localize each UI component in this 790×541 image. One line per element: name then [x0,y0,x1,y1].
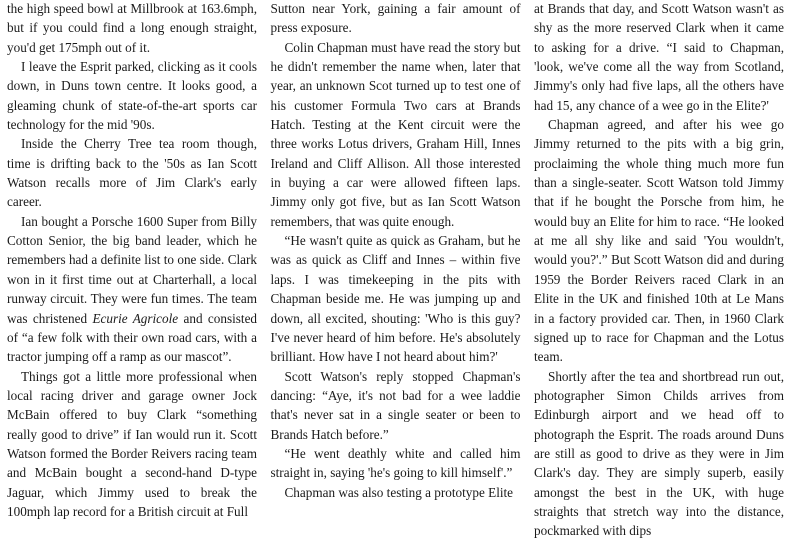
article-column-2 [270,0,521,500]
paragraph: I leave the Esprit parked, clicking as it cools down, in Duns town centre. It looks good, a gleaming chunk of state-of-the-art sports car technology for the mid '90s. [7,59,257,133]
paragraph: Inside the Cherry Tree tea room though, time is drifting back to the '50s as Ian Scott Watson recalls more of Jim Clark's early career. [7,136,257,210]
paragraph: Scott Watson's reply stopped Chapman's dancing: “Aye, it's not bad for a wee laddie that's never sat in a single seater or been to Brands Hatch before.” [270,368,521,442]
paragraph: Colin Chapman must have read the story but he didn't remember the name when, later that year, an unknown Scot turned up to test one of his customer Formula Two cars at Brands Hatch. Testing at the Kent circuit were the three works Lotus drivers, Graham Hill, Innes Ireland and Cliff Allison. All those interested in buying a car were allowed fifteen laps. Jimmy only got five, but as Ian Scott Watson remembers, that was quite enough. [270,39,521,229]
paragraph [7,212,257,367]
paragraph: the high speed bowl at Millbrook at 163.6mph, but if you could find a long enough straight, you'd get 175mph out of it. [7,1,257,55]
text-run: and consisted of “a few folk with their own road cars, with a tractor jumping off a ramp as our mascot”. [7,310,258,365]
team-name-italic: Ecurie Agricole [92,310,179,326]
paragraph: Things got a little more professional when local racing driver and garage owner Jock McBain offered to buy Clark “something really good to drive” if Ian would run it. Scott Watson formed the Border Reivers racing team and McBain bought a second-hand D-type Jaguar, which Jimmy used to break the 100mph lap record for a British circuit at Full [7,368,257,519]
paragraph: Sutton near York, gaining a fair amount of press exposure. [270,1,521,36]
paragraph: at Brands that day, and Scott Watson wasn't as shy as the more reserved Clark when it came to asking for a drive. “I said to Chapman, 'look, we've come all the way from Scotland, Jimmy's only had five laps, all the others have had 15, any chance of a wee go in the Elite?' [534,1,784,113]
paragraph: Shortly after the tea and shortbread run out, photographer Simon Childs arrives from Edinburgh airport and we head off to photograph the Esprit. The roads around Duns are still as good to drive as they were in Jim Clark's day. They are simply superb, easily amongst the best in the UK, with huge straights that stretch way into the distance, pockmarked with dips [534,368,784,539]
article-column-1 [7,0,258,519]
paragraph: Chapman agreed, and after his wee go Jimmy returned to the pits with a big grin, proclaiming the whole thing much more fun than a single-seater. Scott Watson told Jimmy that if he bought the Porsche from him, he would buy an Elite for him to race. “He looked at me all shy like and said 'You wouldn't, would you?'.” But Scott Watson did and during 1959 the Border Reivers raced Clark in an Elite in the UK and finished 10th at Le Mans in a factory provided car. Then, in 1960 Clark signed up to race for Chapman and the Lotus team. [534,117,784,365]
article-column-3 [534,0,784,539]
paragraph: “He wasn't quite as quick as Graham, but he was as quick as Cliff and Innes – within five laps. I was timekeeping in the pits with Chapman beside me. He was jumping up and down, all excited, shouting: 'Who is this guy? I've never heard of him before. He's absolutely brilliant. How have I not heard about him?' [270,233,521,365]
paragraph: “He went deathly white and called him straight in, saying 'he's going to kill himself'.” [270,445,521,481]
paragraph: Chapman was also testing a prototype Elite [284,484,514,500]
text-run: Ian bought a Porsche 1600 Super from Billy Cotton Senior, the big band leader, which he remembers had a definite list to one side. Clark won in it first time out at Charterhall, a local runway circuit. They were fun times. The team was christened [7,213,257,326]
